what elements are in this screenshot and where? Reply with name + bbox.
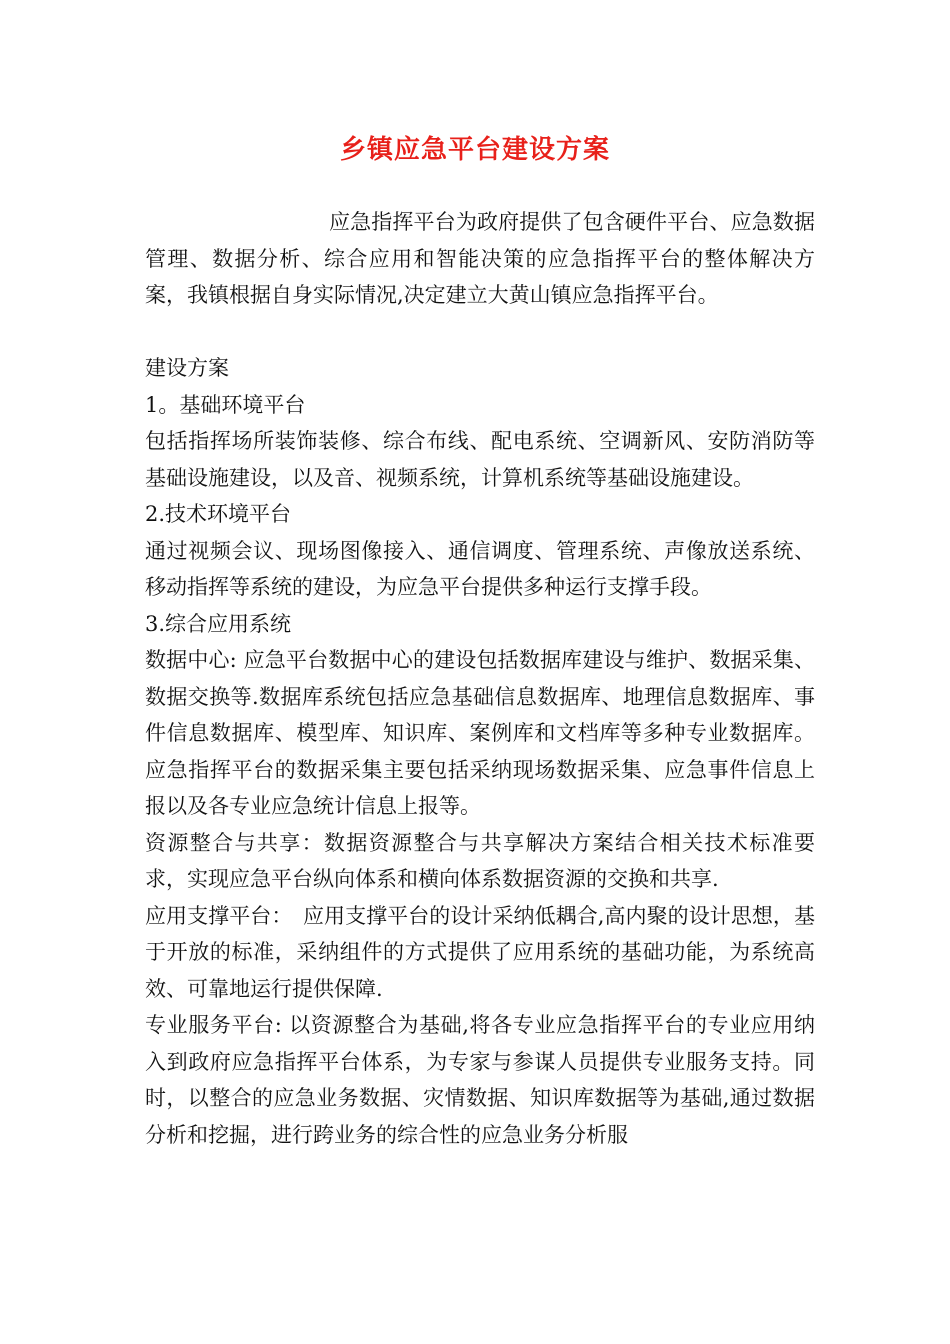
- data-center-paragraph: 数据中心: 应急平台数据中心的建设包括数据库建设与维护、数据采集、数据交换等.数据库系统包括应急基础信息数据库、地理信息数据库、事件信息数据库、模型库、知识库、案例库和文档库等多种专业数据库。应急指挥平台的数据采集主要包括采纳现场数据采集、应急事件信息上报以及各专业应急统计信息上报等。: [145, 648, 815, 818]
- resource-sharing-paragraph: 资源整合与共享：数据资源整合与共享解决方案结合相关技术标准要求，实现应急平台纵向体系和横向体系数据资源的交换和共享.: [145, 830, 815, 891]
- document-title: 乡镇应急平台建设方案: [339, 135, 610, 165]
- professional-service-paragraph: 专业服务平台: 以资源整合为基础,将各专业应急指挥平台的专业应用纳入到政府应急指挥平台体系，为专家与参谋人员提供专业服务支持。同时，以整合的应急业务数据、灾情数据、知识库数据等为基础,通过数据分析和挖掘，进行跨业务的综合性的应急业务分析服: [145, 1013, 815, 1147]
- item2-paragraph: 通过视频会议、现场图像接入、通信调度、管理系统、声像放送系统、移动指挥等系统的建设，为应急平台提供多种运行支撑手段。: [145, 538, 815, 599]
- app-support-paragraph: 应用支撑平台： 应用支撑平台的设计采纳低耦合,高内聚的设计思想，基于开放的标准，采纳组件的方式提供了应用系统的基础功能，为系统高效、可靠地运行提供保障.: [145, 903, 815, 1001]
- item2-heading: 2.技术环境平台: [145, 502, 292, 526]
- item3-heading: 3.综合应用系统: [145, 611, 292, 636]
- document-body: [145, 204, 815, 1153]
- paragraph-spacer: [145, 314, 815, 351]
- intro-paragraph: 应急指挥平台为政府提供了包含硬件平台、应急数据管理、数据分析、综合应用和智能决策的应急指挥平台的整体解决方案，我镇根据自身实际情况,决定建立大黄山镇应急指挥平台。: [145, 210, 815, 307]
- section-heading: 建设方案: [145, 356, 229, 380]
- item1-paragraph: 包括指挥场所装饰装修、综合布线、配电系统、空调新风、安防消防等基础设施建设，以及音、视频系统，计算机系统等基础设施建设。: [145, 429, 815, 490]
- item1-heading: 1。基础环境平台: [145, 392, 306, 417]
